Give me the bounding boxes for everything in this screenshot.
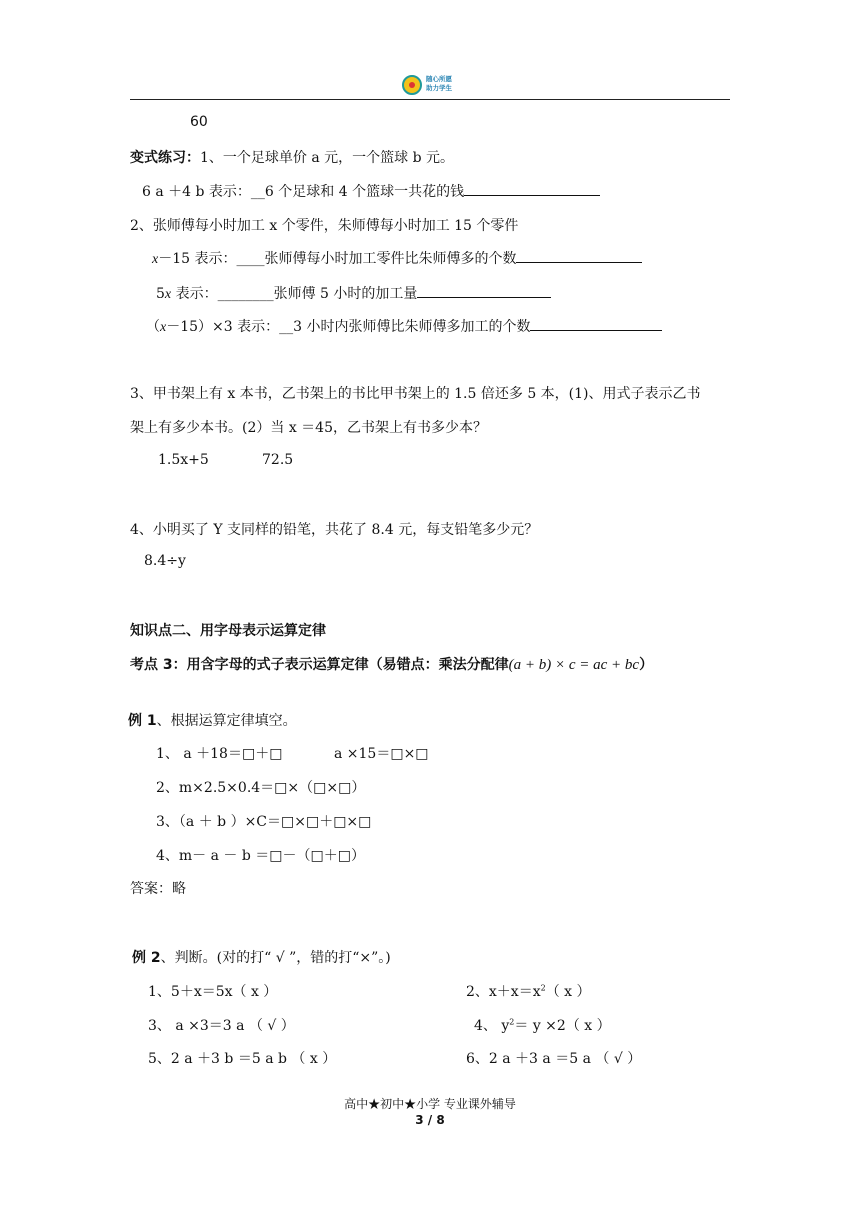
text-span: 表示：________张师傅 5 小时的加工量 [171, 286, 418, 302]
text-line: 架上有多少本书。(2）当 x ＝45，乙书架上有书多少本？ [130, 420, 487, 436]
text-line [152, 248, 642, 268]
math-variable: x [164, 287, 172, 302]
text-line [142, 181, 600, 201]
text-span: 、根据运算定律填空。 [156, 713, 297, 729]
superscript: 2 [509, 1017, 515, 1027]
superscript: 2 [540, 983, 546, 993]
text-span: （ x ） [545, 984, 591, 1000]
judge-item: 6、2 a ＋3 a ＝5 a （ √ ） [466, 1051, 642, 1067]
answer-underline [464, 194, 600, 196]
text-line: 2、张师傅每小时加工 x 个零件，朱师傅每小时加工 15 个零件 [130, 218, 519, 234]
exercise-item: 3、（a ＋ b ）×C＝□×□＋□×□ [156, 814, 372, 830]
exercise-item: 4、m－ a － b ＝□－（□＋□） [156, 848, 365, 864]
answer-text: 答案：略 [130, 881, 186, 897]
text-line: 60 [190, 114, 208, 130]
formula: (a + b) × c = ac + bc [508, 657, 640, 673]
text-span: 6 a ＋4 b 表示：__6 个足球和 4 个篮球一共花的钱 [142, 184, 465, 200]
text-span: 4、 y [474, 1018, 510, 1034]
text-line: 3、甲书架上有 x 本书，乙书架上的书比甲书架上的 1.5 倍还多 5 本，(1)、用式子表示乙书 [130, 386, 701, 402]
section-heading: 知识点二、用字母表示运算定律 [130, 623, 326, 639]
text-line [132, 947, 391, 967]
text-span: 考点 3：用含字母的式子表示运算定律（易错点：乘法分配律 [130, 657, 509, 673]
answer-text: 8.4÷y [144, 553, 186, 569]
school-logo-icon [402, 75, 422, 95]
text-span: （ [146, 319, 160, 335]
text-span: －15）×3 表示：__3 小时内张师傅比朱师傅多加工的个数 [166, 319, 531, 335]
text-span: －15 表示：____张师傅每小时加工零件比朱师傅多的个数 [158, 251, 517, 267]
example-label: 例 1 [128, 713, 157, 729]
judge-item: 3、 a ×3＝3 a （ √ ） [148, 1018, 295, 1034]
math-variable: x [152, 252, 159, 267]
text-span: 5 [156, 286, 165, 302]
exercise-item: a ×15＝□×□ [334, 746, 429, 762]
text-span: 1、一个足球单价 a 元，一个篮球 b 元。 [200, 150, 455, 166]
answer-text: 1.5x+5 [158, 452, 209, 468]
answer-underline [516, 261, 642, 263]
section-heading [130, 654, 653, 674]
judge-item: 1、5＋x＝5x（ x ） [148, 984, 278, 1000]
answer-underline [417, 296, 551, 298]
text-line [146, 316, 662, 336]
logo-line-2: 助力学生 [426, 84, 452, 92]
judge-item [466, 981, 590, 1001]
text-span: 、判断。(对的打“ √ ”，错的打“×”。) [160, 950, 391, 966]
answer-text: 72.5 [262, 452, 294, 468]
math-variable: x [160, 320, 167, 335]
text-line: 4、小明买了 Y 支同样的铅笔，共花了 8.4 元，每支铅笔多少元？ [130, 522, 539, 538]
text-span: 2、x＋x＝x [466, 984, 541, 1000]
text-span: ） [639, 657, 654, 673]
example-label: 例 2 [132, 950, 161, 966]
footer-text: 高中★初中★小学 专业课外辅导 [344, 1097, 516, 1111]
logo-line-1: 随心所愿 [426, 75, 452, 83]
judge-item [474, 1015, 611, 1035]
text-span: ＝ y ×2（ x ） [514, 1018, 611, 1034]
header-rule [130, 99, 730, 100]
page-number: 3 / 8 [415, 1113, 445, 1127]
exercise-item: 1、 a ＋18＝□＋□ [156, 746, 283, 762]
text-line [130, 147, 454, 167]
section-label: 变式练习： [130, 150, 200, 166]
text-line [128, 710, 297, 730]
text-line [156, 283, 551, 303]
logo-text [426, 75, 460, 93]
judge-item: 5、2 a ＋3 b ＝5 a b （ x ） [148, 1051, 337, 1067]
exercise-item: 2、m×2.5×0.4＝□×（□×□） [156, 780, 366, 796]
answer-underline [530, 329, 662, 331]
